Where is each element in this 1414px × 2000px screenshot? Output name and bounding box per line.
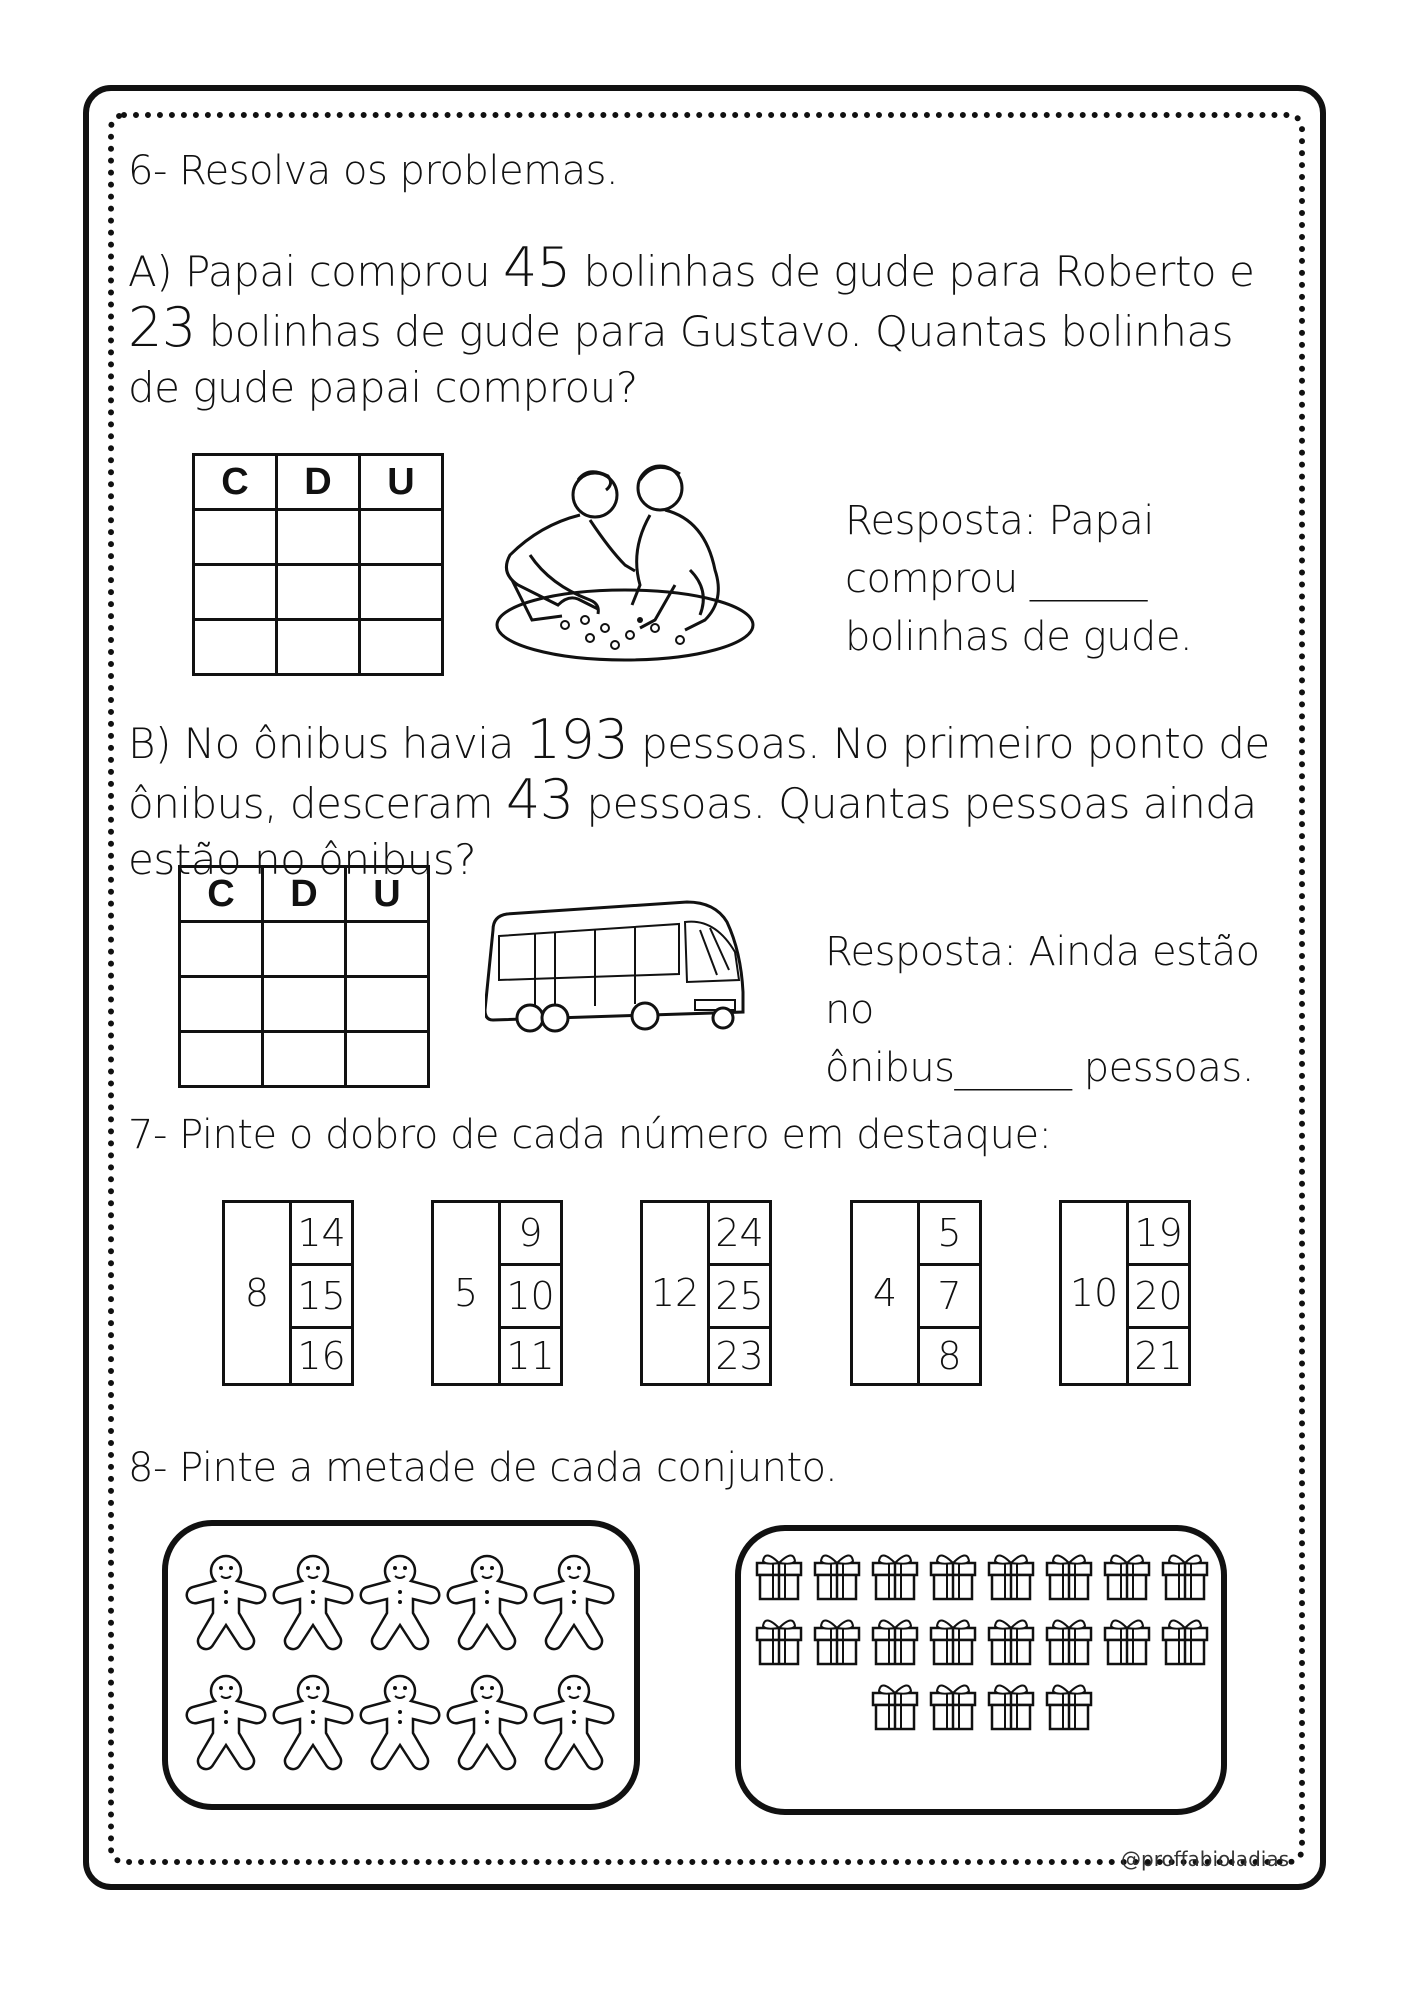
double-option[interactable]: 19 [1134, 1211, 1183, 1255]
highlighted-number: 12 [643, 1203, 710, 1383]
gingerbread-icon[interactable] [535, 1556, 613, 1649]
gift-icon[interactable] [1047, 1620, 1091, 1664]
q8-title: 8- Pinte a metade de cada conjunto. [128, 1445, 838, 1491]
gift-icon[interactable] [757, 1555, 801, 1599]
double-option[interactable]: 25 [707, 1263, 772, 1329]
gift-icon[interactable] [989, 1685, 1033, 1729]
gift-icon[interactable] [815, 1620, 859, 1664]
gift-icon[interactable] [873, 1620, 917, 1664]
cdu-cell[interactable] [194, 620, 277, 675]
q6a-text-after: bolinhas de gude para Gustavo. Quantas bolinhas de gude papai comprou? [128, 307, 1234, 412]
q6b-answer-line-1: Resposta: Ainda estão no [825, 929, 1260, 1033]
gift-icon[interactable] [989, 1555, 1033, 1599]
q6b-answer-line-2[interactable]: ônibus______ pessoas. [825, 1045, 1254, 1091]
cdu-header-d: D [277, 455, 360, 510]
q6a-answer-line-3: bolinhas de gude. [845, 614, 1193, 660]
gift-icon[interactable] [1047, 1555, 1091, 1599]
double-box-4 [850, 1200, 982, 1386]
cdu-header-c: C [180, 867, 263, 922]
cdu-cell[interactable] [277, 565, 360, 620]
cdu-header-d: D [263, 867, 346, 922]
bus-illustration [485, 900, 750, 1038]
cdu-cell[interactable] [263, 1032, 346, 1087]
gingerbread-icon[interactable] [274, 1676, 352, 1769]
gingerbread-icon[interactable] [448, 1676, 526, 1769]
cdu-cell[interactable] [346, 922, 429, 977]
cdu-header-u: U [360, 455, 443, 510]
author-credit: @proffabioladias [1121, 1847, 1289, 1871]
cdu-cell[interactable] [263, 977, 346, 1032]
double-option[interactable]: 24 [715, 1211, 764, 1255]
kids-playing-marbles-illustration [490, 460, 760, 665]
gingerbread-set [162, 1520, 640, 1810]
highlighted-number: 4 [853, 1203, 920, 1383]
q6b-answer [825, 923, 1295, 1097]
gingerbread-icon[interactable] [535, 1676, 613, 1769]
gingerbread-icon[interactable] [361, 1676, 439, 1769]
gingerbread-icon[interactable] [361, 1556, 439, 1649]
cdu-cell[interactable] [194, 565, 277, 620]
gingerbread-icon[interactable] [187, 1676, 265, 1769]
double-option[interactable]: 5 [937, 1211, 962, 1255]
q6-title: 6- Resolva os problemas. [128, 148, 619, 194]
double-box-2 [431, 1200, 563, 1386]
highlighted-number: 10 [1062, 1203, 1129, 1383]
gift-icon[interactable] [989, 1620, 1033, 1664]
cdu-cell[interactable] [360, 620, 443, 675]
gift-icon[interactable] [931, 1555, 975, 1599]
gingerbread-icon[interactable] [448, 1556, 526, 1649]
q7-title: 7- Pinte o dobro de cada número em destaque: [128, 1112, 1052, 1158]
q6a-answer-line-1: Resposta: Papai [845, 498, 1154, 544]
gingerbread-icon[interactable] [274, 1556, 352, 1649]
highlighted-number: 5 [434, 1203, 501, 1383]
gift-icon[interactable] [815, 1555, 859, 1599]
q6a-cdu-table [192, 453, 444, 676]
q6a-answer [845, 492, 1265, 666]
gift-icon[interactable] [931, 1620, 975, 1664]
gift-icon[interactable] [1163, 1555, 1207, 1599]
double-option[interactable]: 9 [518, 1211, 543, 1255]
cdu-cell[interactable] [360, 565, 443, 620]
cdu-cell[interactable] [263, 922, 346, 977]
cdu-header-u: U [346, 867, 429, 922]
q6b-number-1: 193 [526, 708, 629, 771]
gift-icon[interactable] [931, 1685, 975, 1729]
highlighted-number: 8 [225, 1203, 292, 1383]
double-option[interactable]: 21 [1134, 1334, 1183, 1378]
double-option[interactable]: 10 [498, 1263, 563, 1329]
double-option[interactable]: 16 [297, 1334, 346, 1378]
cdu-cell[interactable] [360, 510, 443, 565]
double-box-1 [222, 1200, 354, 1386]
double-option[interactable]: 14 [297, 1211, 346, 1255]
q6b-text-after: pessoas. Quantas pessoas ainda estão no ônibus? [128, 779, 1257, 884]
cdu-cell[interactable] [180, 1032, 263, 1087]
q6a-text-before: A) Papai comprou [128, 247, 503, 296]
cdu-cell[interactable] [180, 977, 263, 1032]
cdu-cell[interactable] [346, 1032, 429, 1087]
q6b-text-before: B) No ônibus havia [128, 719, 527, 768]
gift-icon[interactable] [873, 1685, 917, 1729]
gift-group [741, 1531, 1221, 1809]
gingerbread-group [168, 1526, 634, 1804]
gift-set [735, 1525, 1227, 1815]
gift-icon[interactable] [1163, 1620, 1207, 1664]
cdu-cell[interactable] [180, 922, 263, 977]
gift-icon[interactable] [873, 1555, 917, 1599]
double-option[interactable]: 8 [937, 1334, 962, 1378]
cdu-header-c: C [194, 455, 277, 510]
cdu-cell[interactable] [194, 510, 277, 565]
q6b-text [128, 708, 1298, 888]
double-option[interactable]: 23 [715, 1334, 764, 1378]
q6b-number-2: 43 [505, 768, 574, 831]
cdu-cell[interactable] [277, 510, 360, 565]
double-option[interactable]: 11 [506, 1334, 555, 1378]
gift-icon[interactable] [1047, 1685, 1091, 1729]
gift-icon[interactable] [1105, 1555, 1149, 1599]
double-option[interactable]: 7 [917, 1263, 982, 1329]
q6a-answer-line-2[interactable]: comprou ______ [845, 556, 1147, 602]
q6a-text-mid: bolinhas de gude para Roberto e [570, 247, 1255, 296]
double-option[interactable]: 20 [1126, 1263, 1191, 1329]
gift-icon[interactable] [757, 1620, 801, 1664]
cdu-cell[interactable] [346, 977, 429, 1032]
q6b-text-mid: pessoas. No primeiro ponto de ônibus, desceram [128, 719, 1270, 828]
q6a-number-1: 45 [502, 236, 571, 299]
q6a-number-2: 23 [128, 296, 196, 359]
q6a-text [128, 236, 1288, 416]
gingerbread-icon[interactable] [187, 1556, 265, 1649]
double-option[interactable]: 15 [289, 1263, 354, 1329]
double-box-3 [640, 1200, 772, 1386]
q6b-cdu-table [178, 865, 430, 1088]
cdu-cell[interactable] [277, 620, 360, 675]
gift-icon[interactable] [1105, 1620, 1149, 1664]
double-box-5 [1059, 1200, 1191, 1386]
